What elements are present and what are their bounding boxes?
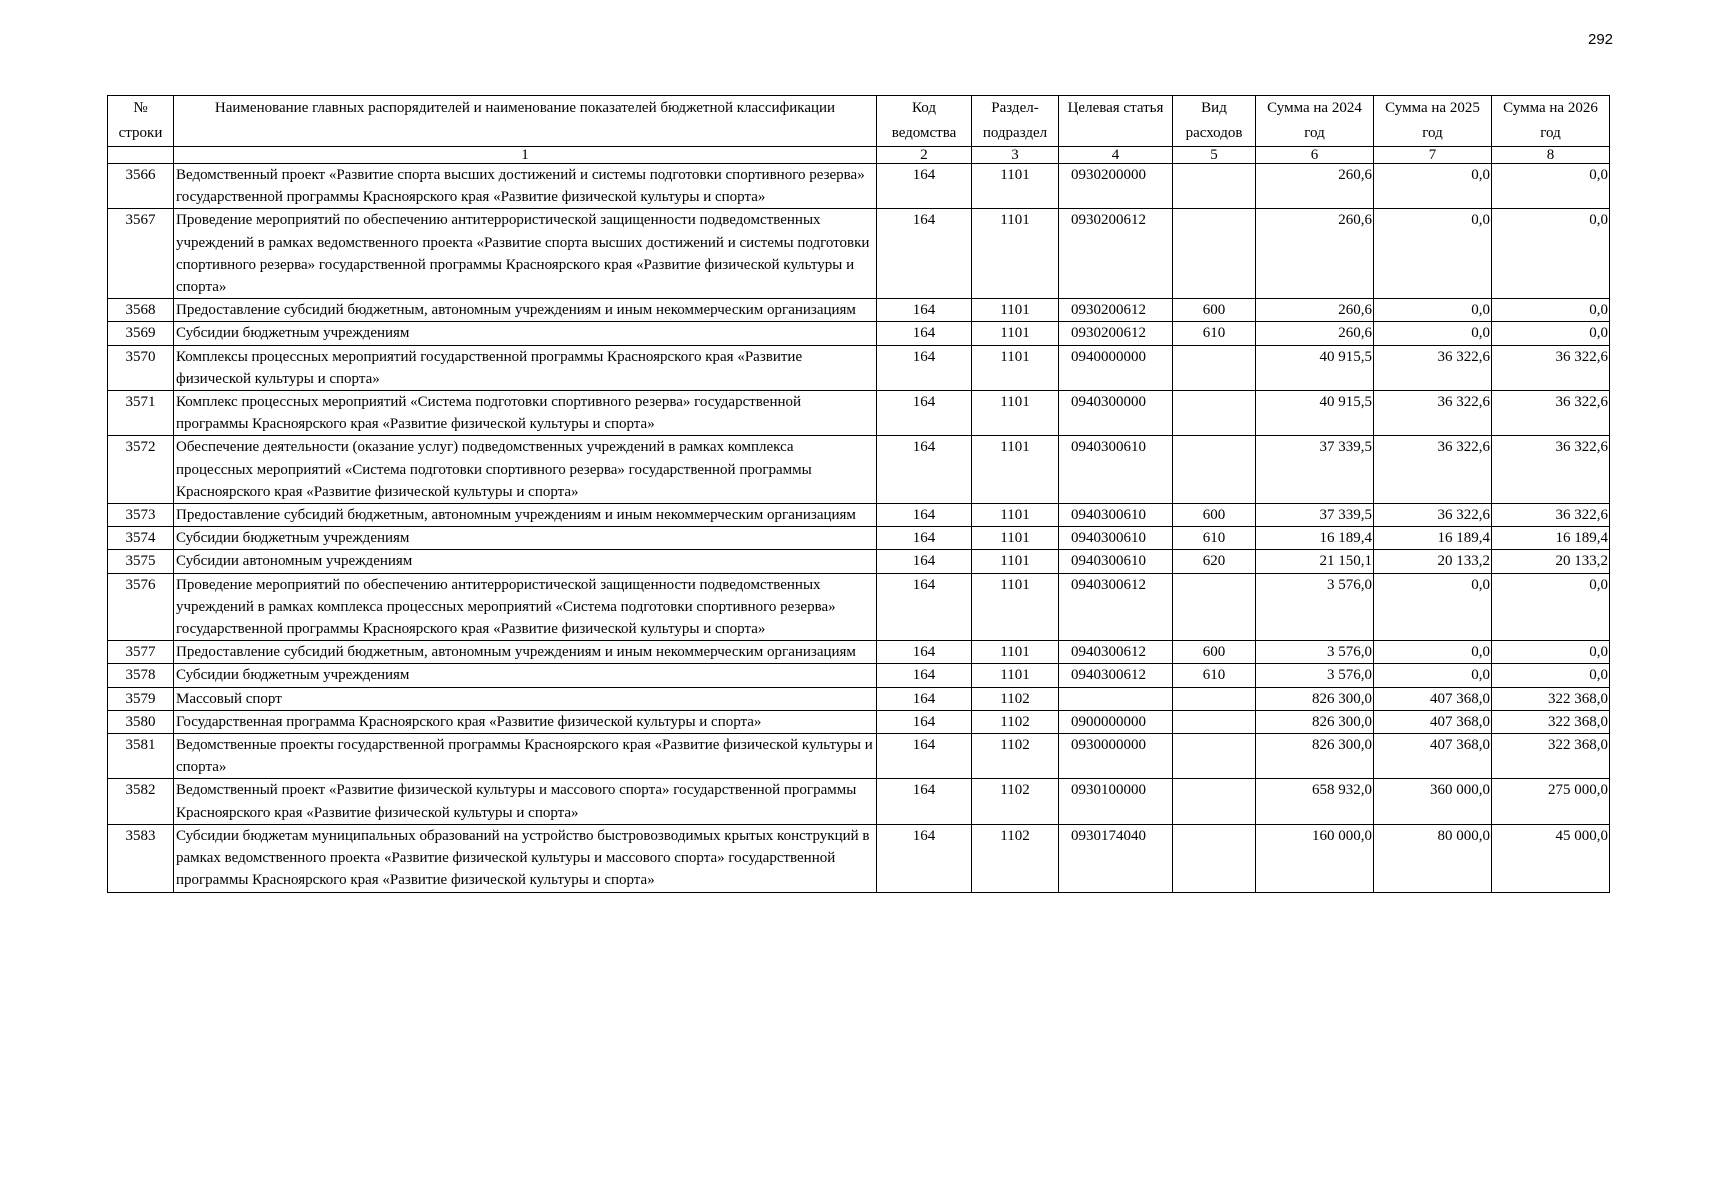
sum-2025: 0,0 (1374, 573, 1492, 641)
section-code: 1101 (972, 345, 1059, 390)
target-article: 0940300612 (1059, 641, 1173, 664)
expense-type (1173, 687, 1256, 710)
sum-2026: 0,0 (1492, 641, 1610, 664)
section-code: 1101 (972, 436, 1059, 504)
dept-code: 164 (877, 779, 972, 824)
table-row (108, 710, 1610, 733)
row-number: 3570 (108, 345, 174, 390)
sum-2026: 322 368,0 (1492, 687, 1610, 710)
sum-2026: 275 000,0 (1492, 779, 1610, 824)
expense-type: 610 (1173, 664, 1256, 687)
table-row (108, 391, 1610, 436)
dept-code: 164 (877, 436, 972, 504)
column-number: 7 (1374, 147, 1492, 164)
row-number: 3567 (108, 209, 174, 299)
sum-2024: 826 300,0 (1256, 710, 1374, 733)
sum-2025: 0,0 (1374, 641, 1492, 664)
section-code: 1101 (972, 527, 1059, 550)
table-row (108, 734, 1610, 779)
row-name: Субсидии бюджетам муниципальных образований на устройство быстровозводимых крытых конструкций в рамках ведомственного проекта «Развитие физической культуры и массового спорта» государственной программы Красноярского края «Развитие физической культуры и спорта» (174, 824, 877, 892)
sum-2025: 0,0 (1374, 664, 1492, 687)
sum-2026: 20 133,2 (1492, 550, 1610, 573)
row-number: 3581 (108, 734, 174, 779)
row-number: 3573 (108, 504, 174, 527)
section-code: 1102 (972, 779, 1059, 824)
dept-code: 164 (877, 391, 972, 436)
target-article (1059, 687, 1173, 710)
sum-2025: 36 322,6 (1374, 436, 1492, 504)
sum-2026: 322 368,0 (1492, 710, 1610, 733)
expense-type (1173, 710, 1256, 733)
sum-2024: 3 576,0 (1256, 573, 1374, 641)
section-code: 1101 (972, 322, 1059, 345)
sum-2026: 0,0 (1492, 299, 1610, 322)
sum-2026: 36 322,6 (1492, 504, 1610, 527)
section-code: 1101 (972, 641, 1059, 664)
row-number: 3583 (108, 824, 174, 892)
section-code: 1101 (972, 164, 1059, 209)
sum-2026: 36 322,6 (1492, 391, 1610, 436)
target-article: 0930000000 (1059, 734, 1173, 779)
section-code: 1102 (972, 710, 1059, 733)
target-article: 0930200612 (1059, 322, 1173, 345)
section-code: 1102 (972, 734, 1059, 779)
section-code: 1101 (972, 209, 1059, 299)
table-row (108, 345, 1610, 390)
sum-2025: 0,0 (1374, 299, 1492, 322)
sum-2026: 36 322,6 (1492, 345, 1610, 390)
section-code: 1101 (972, 299, 1059, 322)
section-code: 1101 (972, 664, 1059, 687)
header-sum-2024: Сумма на 2024 год (1256, 96, 1374, 147)
sum-2024: 40 915,5 (1256, 391, 1374, 436)
row-name: Предоставление субсидий бюджетным, автономным учреждениям и иным некоммерческим организациям (174, 641, 877, 664)
page-number: 292 (1588, 31, 1614, 48)
sum-2025: 0,0 (1374, 164, 1492, 209)
target-article: 0940300610 (1059, 436, 1173, 504)
column-number-row (108, 147, 1610, 164)
sum-2026: 0,0 (1492, 322, 1610, 345)
expense-type (1173, 824, 1256, 892)
expense-type (1173, 436, 1256, 504)
row-name: Государственная программа Красноярского края «Развитие физической культуры и спорта» (174, 710, 877, 733)
sum-2025: 16 189,4 (1374, 527, 1492, 550)
table-row (108, 164, 1610, 209)
table-row (108, 209, 1610, 299)
row-name: Проведение мероприятий по обеспечению антитеррористической защищенности подведомственных учреждений в рамках ведомственного проекта «Развитие спорта высших достижений и системы подготовки спортивного резерва» государственной программы Красноярского края «Развитие физической культуры и спорта» (174, 209, 877, 299)
column-number: 4 (1059, 147, 1173, 164)
sum-2025: 36 322,6 (1374, 345, 1492, 390)
sum-2025: 0,0 (1374, 322, 1492, 345)
sum-2024: 21 150,1 (1256, 550, 1374, 573)
row-number: 3576 (108, 573, 174, 641)
expense-type (1173, 164, 1256, 209)
row-number: 3577 (108, 641, 174, 664)
sum-2025: 360 000,0 (1374, 779, 1492, 824)
expense-type: 600 (1173, 504, 1256, 527)
target-article: 0930174040 (1059, 824, 1173, 892)
table-row (108, 573, 1610, 641)
sum-2024: 260,6 (1256, 209, 1374, 299)
table-row (108, 550, 1610, 573)
table-row (108, 824, 1610, 892)
expense-type: 600 (1173, 641, 1256, 664)
header-name: Наименование главных распорядителей и наименование показателей бюджетной классификации (174, 96, 877, 147)
dept-code: 164 (877, 641, 972, 664)
sum-2024: 160 000,0 (1256, 824, 1374, 892)
row-number: 3575 (108, 550, 174, 573)
row-name: Предоставление субсидий бюджетным, автономным учреждениям и иным некоммерческим организациям (174, 504, 877, 527)
sum-2025: 407 368,0 (1374, 710, 1492, 733)
table-row (108, 641, 1610, 664)
target-article: 0940000000 (1059, 345, 1173, 390)
table-row (108, 322, 1610, 345)
sum-2025: 80 000,0 (1374, 824, 1492, 892)
dept-code: 164 (877, 664, 972, 687)
dept-code: 164 (877, 734, 972, 779)
sum-2026: 16 189,4 (1492, 527, 1610, 550)
column-number (108, 147, 174, 164)
dept-code: 164 (877, 550, 972, 573)
row-name: Субсидии бюджетным учреждениям (174, 664, 877, 687)
expense-type (1173, 734, 1256, 779)
expense-type: 610 (1173, 322, 1256, 345)
sum-2024: 260,6 (1256, 164, 1374, 209)
header-row-no: № строки (108, 96, 174, 147)
target-article: 0930200612 (1059, 209, 1173, 299)
sum-2026: 322 368,0 (1492, 734, 1610, 779)
table-row (108, 779, 1610, 824)
sum-2024: 3 576,0 (1256, 641, 1374, 664)
row-name: Субсидии автономным учреждениям (174, 550, 877, 573)
dept-code: 164 (877, 573, 972, 641)
section-code: 1101 (972, 573, 1059, 641)
dept-code: 164 (877, 824, 972, 892)
header-dept-code: Код ведомства (877, 96, 972, 147)
row-number: 3566 (108, 164, 174, 209)
section-code: 1102 (972, 687, 1059, 710)
target-article: 0930200000 (1059, 164, 1173, 209)
budget-table (107, 95, 1610, 893)
row-number: 3568 (108, 299, 174, 322)
section-code: 1101 (972, 504, 1059, 527)
section-code: 1101 (972, 550, 1059, 573)
row-name: Субсидии бюджетным учреждениям (174, 527, 877, 550)
dept-code: 164 (877, 687, 972, 710)
table-row (108, 664, 1610, 687)
row-name: Комплекс процессных мероприятий «Система подготовки спортивного резерва» государственной программы Красноярского края «Развитие физической культуры и спорта» (174, 391, 877, 436)
expense-type (1173, 779, 1256, 824)
sum-2024: 37 339,5 (1256, 436, 1374, 504)
section-code: 1101 (972, 391, 1059, 436)
sum-2024: 658 932,0 (1256, 779, 1374, 824)
sum-2026: 36 322,6 (1492, 436, 1610, 504)
header-sum-2025: Сумма на 2025 год (1374, 96, 1492, 147)
table-row (108, 504, 1610, 527)
row-name: Предоставление субсидий бюджетным, автономным учреждениям и иным некоммерческим организациям (174, 299, 877, 322)
header-section: Раздел-подраздел (972, 96, 1059, 147)
sum-2026: 0,0 (1492, 573, 1610, 641)
row-number: 3579 (108, 687, 174, 710)
expense-type: 620 (1173, 550, 1256, 573)
row-number: 3574 (108, 527, 174, 550)
row-name: Комплексы процессных мероприятий государственной программы Красноярского края «Развитие физической культуры и спорта» (174, 345, 877, 390)
row-name: Проведение мероприятий по обеспечению антитеррористической защищенности подведомственных учреждений в рамках комплекса процессных мероприятий «Система подготовки спортивного резерва» государственной программы Красноярского края «Развитие физической культуры и спорта» (174, 573, 877, 641)
column-number: 8 (1492, 147, 1610, 164)
target-article: 0940300610 (1059, 550, 1173, 573)
section-code: 1102 (972, 824, 1059, 892)
sum-2025: 36 322,6 (1374, 504, 1492, 527)
column-number: 6 (1256, 147, 1374, 164)
table-row (108, 436, 1610, 504)
dept-code: 164 (877, 710, 972, 733)
target-article: 0940300612 (1059, 664, 1173, 687)
row-number: 3582 (108, 779, 174, 824)
dept-code: 164 (877, 527, 972, 550)
sum-2025: 0,0 (1374, 209, 1492, 299)
sum-2024: 3 576,0 (1256, 664, 1374, 687)
sum-2024: 826 300,0 (1256, 734, 1374, 779)
expense-type: 610 (1173, 527, 1256, 550)
sum-2024: 40 915,5 (1256, 345, 1374, 390)
dept-code: 164 (877, 504, 972, 527)
sum-2026: 45 000,0 (1492, 824, 1610, 892)
expense-type (1173, 573, 1256, 641)
expense-type (1173, 209, 1256, 299)
sum-2025: 36 322,6 (1374, 391, 1492, 436)
target-article: 0940300610 (1059, 504, 1173, 527)
table-header (108, 96, 1610, 164)
sum-2026: 0,0 (1492, 164, 1610, 209)
sum-2026: 0,0 (1492, 664, 1610, 687)
expense-type (1173, 345, 1256, 390)
row-number: 3571 (108, 391, 174, 436)
target-article: 0900000000 (1059, 710, 1173, 733)
row-name: Массовый спорт (174, 687, 877, 710)
row-name: Субсидии бюджетным учреждениям (174, 322, 877, 345)
dept-code: 164 (877, 345, 972, 390)
header-target: Целевая статья (1059, 96, 1173, 147)
sum-2025: 407 368,0 (1374, 687, 1492, 710)
target-article: 0940300000 (1059, 391, 1173, 436)
sum-2024: 37 339,5 (1256, 504, 1374, 527)
row-name: Обеспечение деятельности (оказание услуг) подведомственных учреждений в рамках комплекса процессных мероприятий «Система подготовки спортивного резерва» государственной программы Красноярского края «Развитие физической культуры и спорта» (174, 436, 877, 504)
row-number: 3572 (108, 436, 174, 504)
column-number: 5 (1173, 147, 1256, 164)
column-number: 2 (877, 147, 972, 164)
row-number: 3569 (108, 322, 174, 345)
row-name: Ведомственные проекты государственной программы Красноярского края «Развитие физической культуры и спорта» (174, 734, 877, 779)
header-exp-type: Вид расходов (1173, 96, 1256, 147)
row-name: Ведомственный проект «Развитие физической культуры и массового спорта» государственной программы Красноярского края «Развитие физической культуры и спорта» (174, 779, 877, 824)
sum-2024: 826 300,0 (1256, 687, 1374, 710)
target-article: 0940300612 (1059, 573, 1173, 641)
dept-code: 164 (877, 164, 972, 209)
table-row (108, 687, 1610, 710)
header-sum-2026: Сумма на 2026 год (1492, 96, 1610, 147)
dept-code: 164 (877, 322, 972, 345)
sum-2024: 260,6 (1256, 299, 1374, 322)
target-article: 0930200612 (1059, 299, 1173, 322)
expense-type: 600 (1173, 299, 1256, 322)
row-number: 3580 (108, 710, 174, 733)
table-body (108, 164, 1610, 893)
row-name: Ведомственный проект «Развитие спорта высших достижений и системы подготовки спортивного резерва» государственной программы Красноярского края «Развитие физической культуры и спорта» (174, 164, 877, 209)
table-row (108, 527, 1610, 550)
expense-type (1173, 391, 1256, 436)
table-row (108, 299, 1610, 322)
dept-code: 164 (877, 209, 972, 299)
dept-code: 164 (877, 299, 972, 322)
sum-2026: 0,0 (1492, 209, 1610, 299)
sum-2025: 407 368,0 (1374, 734, 1492, 779)
column-number: 3 (972, 147, 1059, 164)
target-article: 0930100000 (1059, 779, 1173, 824)
target-article: 0940300610 (1059, 527, 1173, 550)
sum-2024: 16 189,4 (1256, 527, 1374, 550)
sum-2024: 260,6 (1256, 322, 1374, 345)
sum-2025: 20 133,2 (1374, 550, 1492, 573)
row-number: 3578 (108, 664, 174, 687)
column-number: 1 (174, 147, 877, 164)
